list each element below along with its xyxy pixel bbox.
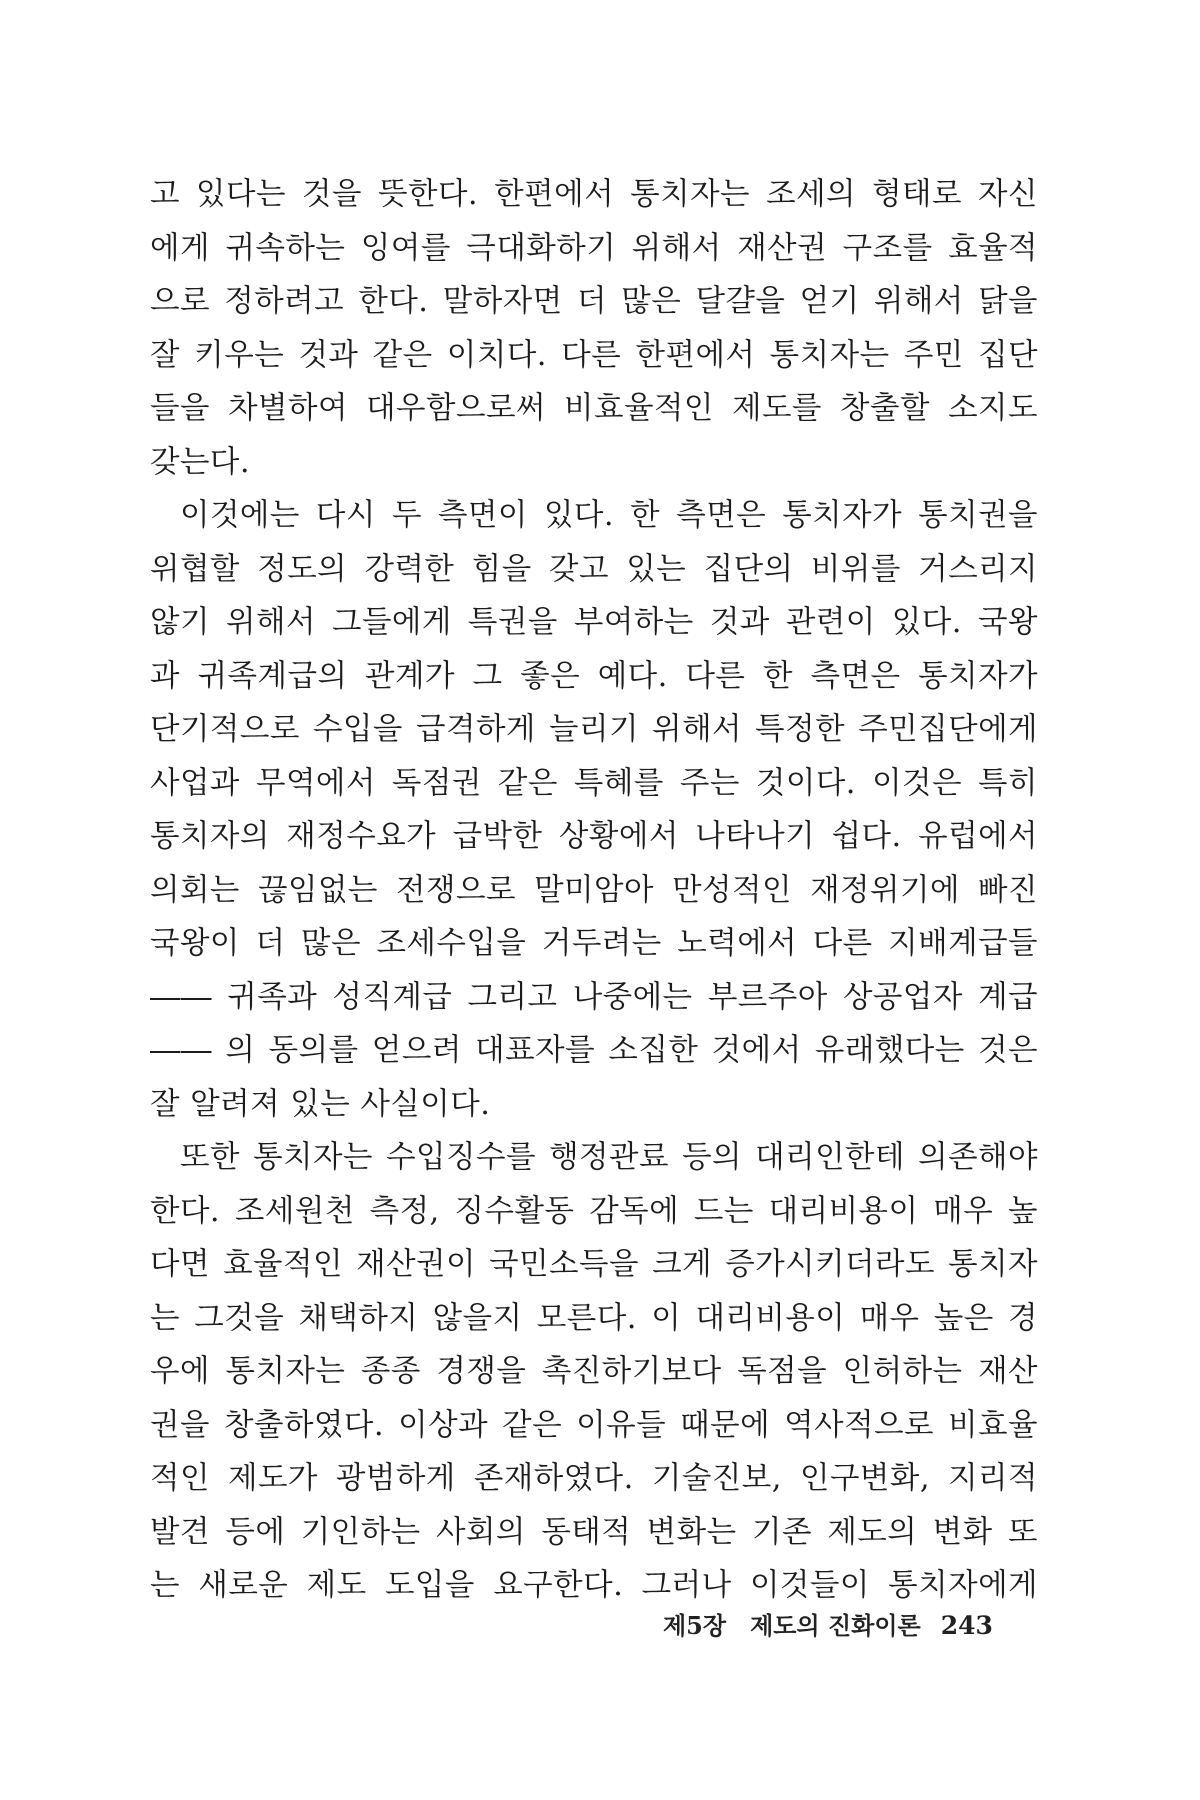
text-line: 통치자의 재정수요가 급박한 상황에서 나타나기 쉽다. 유럽에서 (150, 819, 1038, 854)
page-number: 243 (940, 1611, 993, 1640)
text-line: 다면 효율적인 재산권이 국민소득을 크게 증가시키더라도 통치자 (150, 1247, 1038, 1282)
text-line: 이것에는 다시 두 측면이 있다. 한 측면은 통치자가 통치권을 (180, 498, 1038, 533)
text-line: 사업과 무역에서 독점권 같은 특혜를 주는 것이다. 이것은 특히 (150, 765, 1038, 801)
text-line: 잘 알려져 있는 사실이다. (150, 1086, 491, 1122)
text-line: 단기적으로 수입을 급격하게 늘리기 위해서 특정한 주민집단에게 (150, 712, 1038, 747)
text-line: ―― 의 동의를 얻으려 대표자를 소집한 것에서 유래했다는 것은 (150, 1033, 1038, 1068)
text-line: 권을 창출하였다. 이상과 같은 이유들 때문에 역사적으로 비효율 (150, 1407, 1038, 1443)
text-line: 갖는다. (150, 444, 251, 480)
text-line: 는 그것을 채택하지 않을지 모른다. 이 대리비용이 매우 높은 경 (150, 1300, 1038, 1336)
text-line: 적인 제도가 광범하게 존재하였다. 기술진보, 인구변화, 지리적 (150, 1461, 1038, 1496)
text-line: 의회는 끊임없는 전쟁으로 말미암아 만성적인 재정위기에 빠진 (150, 872, 1038, 908)
text-line: 우에 통치자는 종종 경쟁을 촉진하기보다 독점을 인허하는 재산 (150, 1354, 1038, 1389)
chapter-label: 제5장 (663, 1611, 727, 1640)
text-line: 위협할 정도의 강력한 힘을 갖고 있는 집단의 비위를 거스리지 (150, 551, 1038, 587)
text-line: 국왕이 더 많은 조세수입을 거두려는 노력에서 다른 지배계급들 (150, 926, 1038, 961)
body-text (150, 168, 1038, 1613)
text-line: 발견 등에 기인하는 사회의 동태적 변화는 기존 제도의 변화 또 (150, 1514, 1038, 1550)
text-line: 잘 키우는 것과 같은 이치다. 다른 한편에서 통치자는 주민 집단 (150, 337, 1038, 373)
text-line: ―― 귀족과 성직계급 그리고 나중에는 부르주아 상공업자 계급 (150, 979, 1038, 1015)
text-line: 또한 통치자는 수입징수를 행정관료 등의 대리인한테 의존해야 (180, 1140, 1038, 1175)
text-line: 않기 위해서 그들에게 특권을 부여하는 것과 관련이 있다. 국왕 (150, 605, 1038, 640)
text-line: 는 새로운 제도 도입을 요구한다. 그러나 이것들이 통치자에게 (150, 1568, 1038, 1603)
text-line: 고 있다는 것을 뜻한다. 한편에서 통치자는 조세의 형태로 자신 (150, 177, 1038, 212)
text-line: 과 귀족계급의 관계가 그 좋은 예다. 다른 한 측면은 통치자가 (150, 658, 1038, 694)
text-line: 으로 정하려고 한다. 말하자면 더 많은 달걀을 얻기 위해서 닭을 (150, 284, 1038, 319)
text-line: 들을 차별하여 대우함으로써 비효율적인 제도를 창출할 소지도 (150, 391, 1038, 426)
chapter-title: 제도의 진화이론 (750, 1611, 921, 1640)
text-line: 에게 귀속하는 잉여를 극대화하기 위해서 재산권 구조를 효율적 (150, 230, 1038, 266)
text-line: 한다. 조세원천 측정, 징수활동 감독에 드는 대리비용이 매우 높 (150, 1193, 1038, 1229)
running-footer (663, 1606, 1023, 1646)
